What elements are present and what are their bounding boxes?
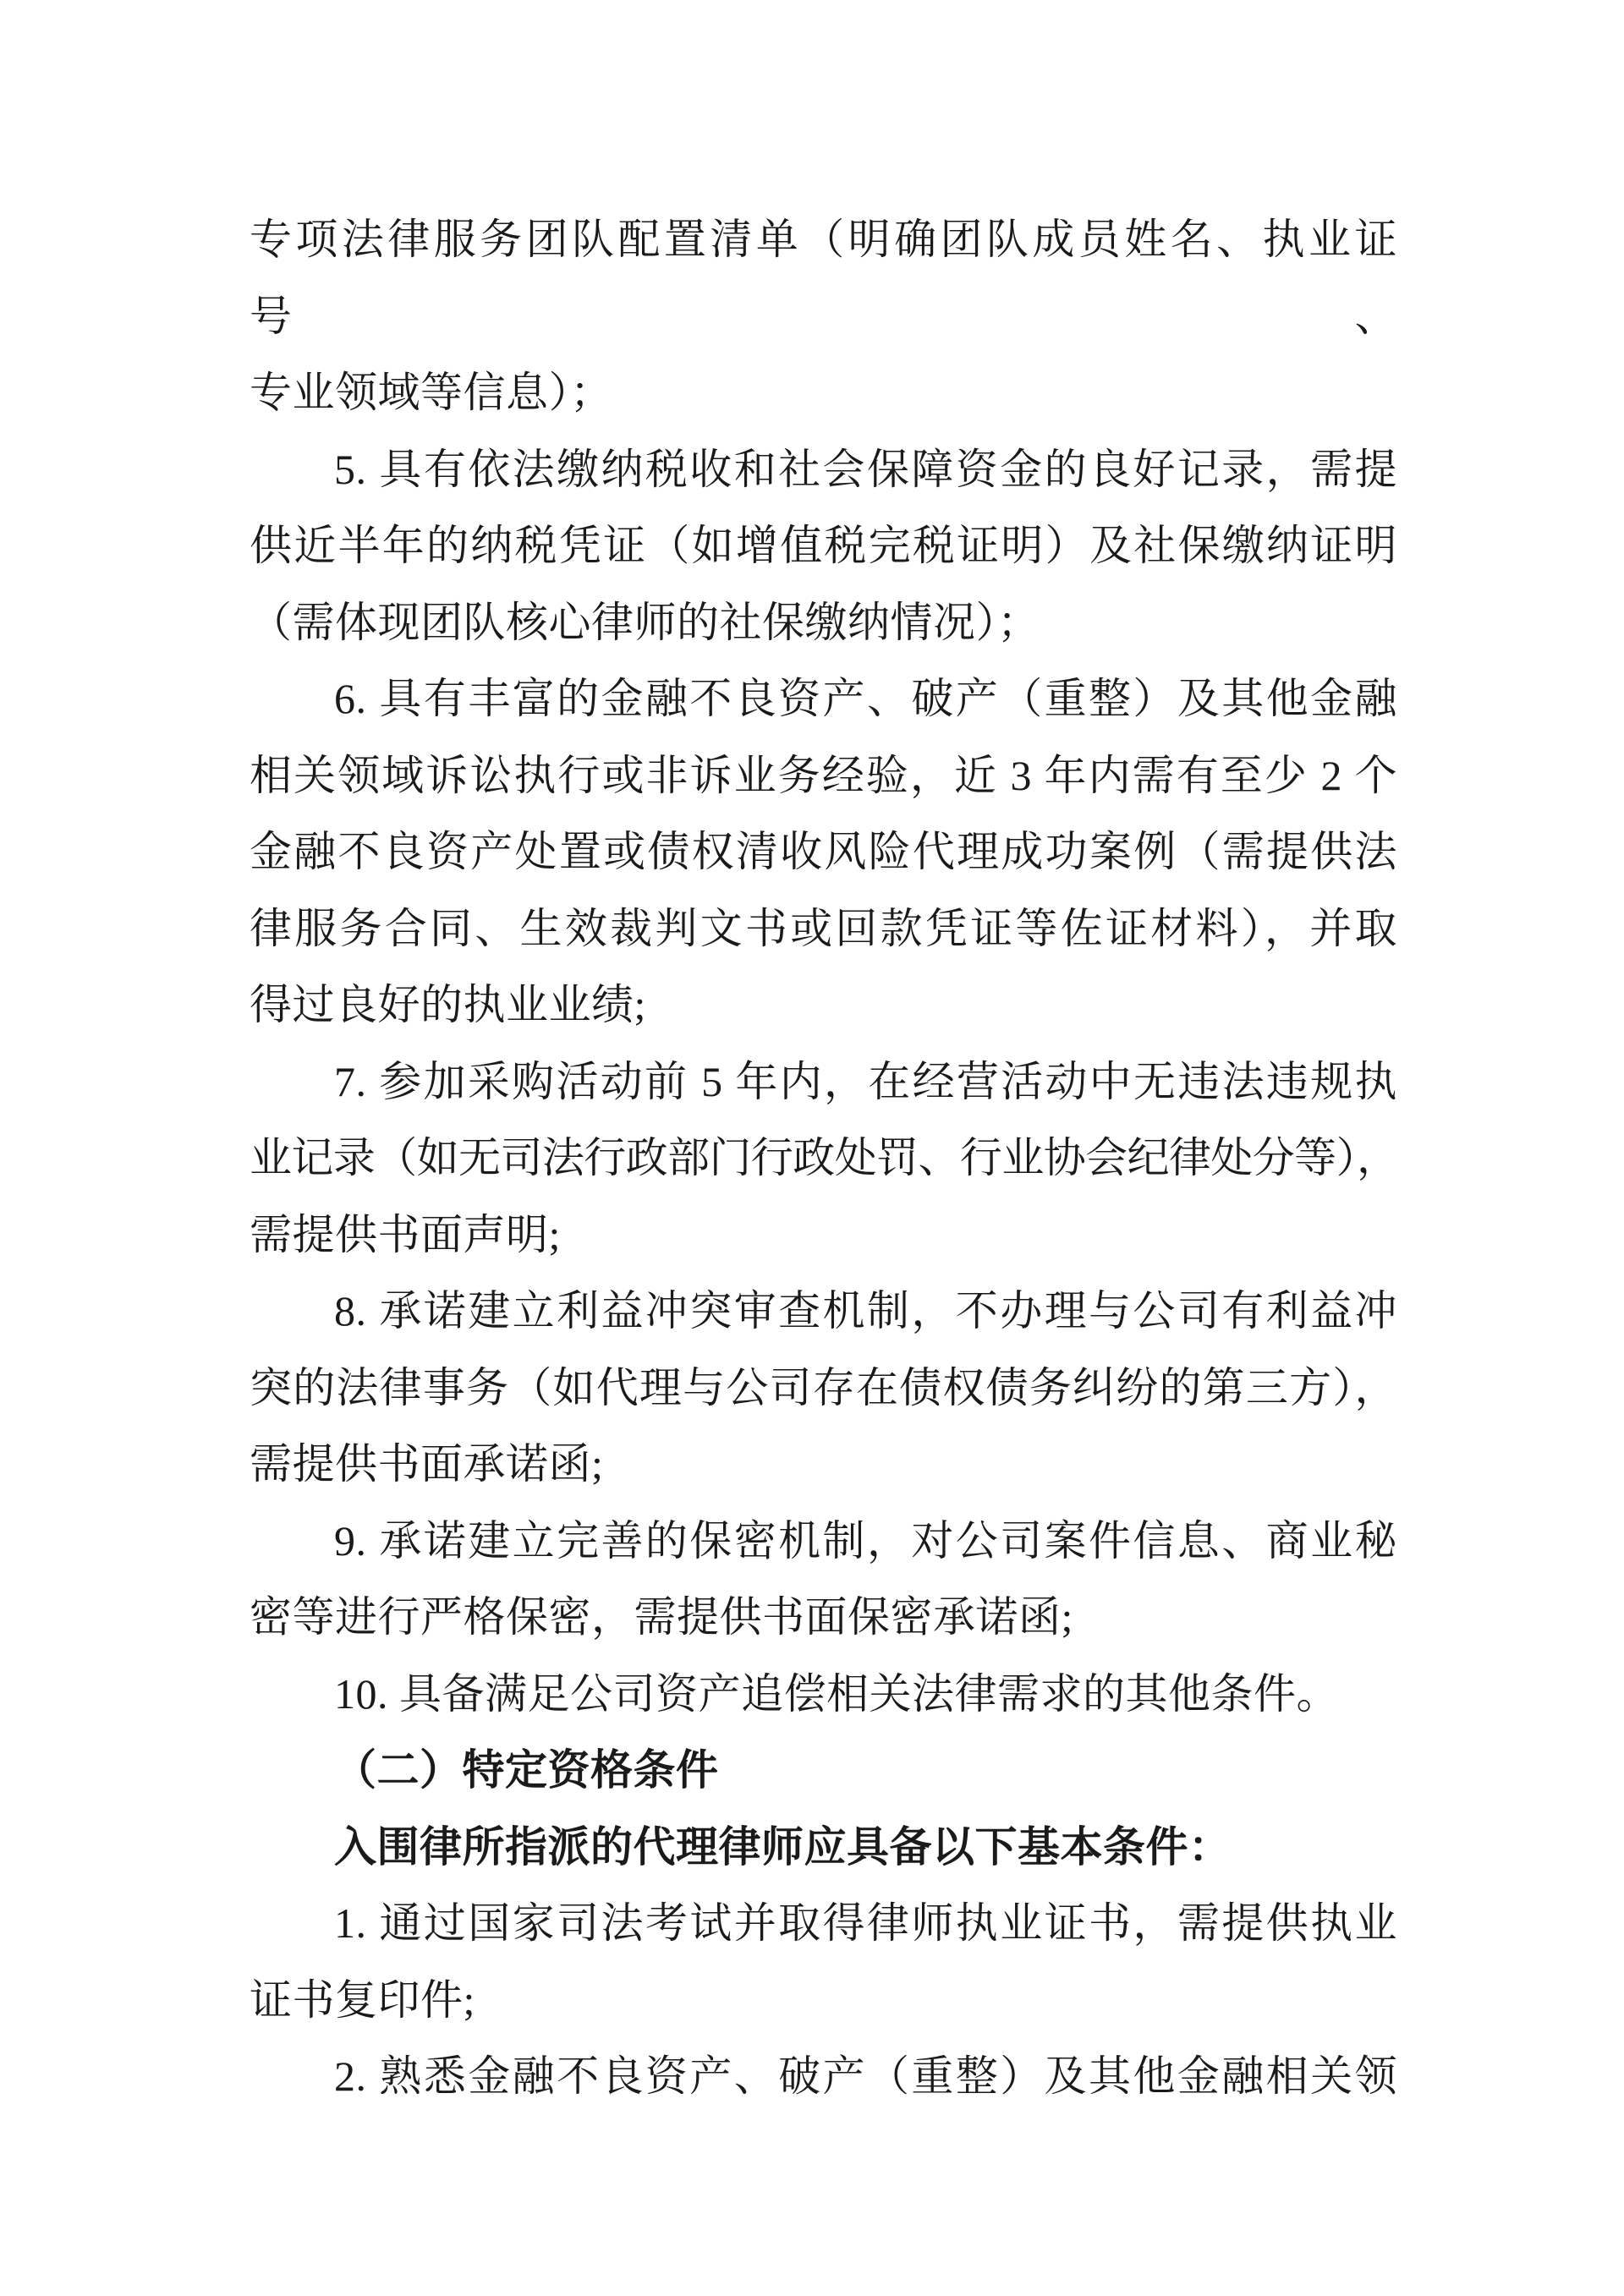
text-line: 1. 通过国家司法考试并取得律师执业证书，需提供执业: [334, 1899, 1397, 1947]
section-subheading: 入围律所指派的代理律师应具备以下基本条件：: [334, 1822, 1232, 1871]
text-line: 5. 具有依法缴纳税收和社会保障资金的良好记录，需提: [334, 445, 1397, 493]
document-text-block: [250, 201, 1397, 2115]
text-line: 需提供书面承诺函;: [250, 1440, 604, 1488]
text-line: （需体现团队核心律师的社保缴纳情况）；: [250, 598, 1040, 646]
text-line: 9. 承诺建立完善的保密机制，对公司案件信息、商业秘: [334, 1516, 1397, 1564]
text-line: 7. 参加采购活动前 5 年内，在经营活动中无违法违规执: [334, 1057, 1397, 1105]
text-line: 供近半年的纳税凭证（如增值税完税证明）及社保缴纳证明: [250, 522, 1397, 569]
text-line: 8. 承诺建立利益冲突审查机制，不办理与公司有利益冲: [334, 1287, 1397, 1334]
text-line: 业记录（如无司法行政部门行政处罚、行业协会纪律处分等），: [250, 1134, 1397, 1181]
section-heading: （二）特定资格条件: [334, 1746, 719, 1794]
text-line: 10. 具备满足公司资产追偿相关法律需求的其他条件。: [334, 1669, 1339, 1718]
text-line: 得过良好的执业业绩;: [250, 981, 646, 1028]
text-line: 证书复印件;: [250, 1975, 475, 2024]
text-line: 金融不良资产处置或债权清收风险代理成功案例（需提供法: [250, 828, 1397, 875]
text-line: 2. 熟悉金融不良资产、破产（重整）及其他金融相关领: [334, 2052, 1397, 2100]
text-line: 密等进行严格保密，需提供书面保密承诺函;: [250, 1593, 1073, 1641]
text-line: 突的法律事务（如代理与公司存在债权债务纠纷的第三方），: [250, 1363, 1397, 1411]
text-line: 专业领域等信息）；: [250, 369, 613, 416]
text-line: 6. 具有丰富的金融不良资产、破产（重整）及其他金融: [334, 675, 1397, 722]
text-line: 需提供书面声明;: [250, 1210, 561, 1258]
text-line: 律服务合同、生效裁判文书或回款凭证等佐证材料），并取: [250, 904, 1397, 952]
text-line: 相关领域诉讼执行或非诉业务经验，近 3 年内需有至少 2 个: [250, 751, 1397, 799]
text-line: 专项法律服务团队配置清单（明确团队成员姓名、执业证号、: [250, 216, 1397, 340]
